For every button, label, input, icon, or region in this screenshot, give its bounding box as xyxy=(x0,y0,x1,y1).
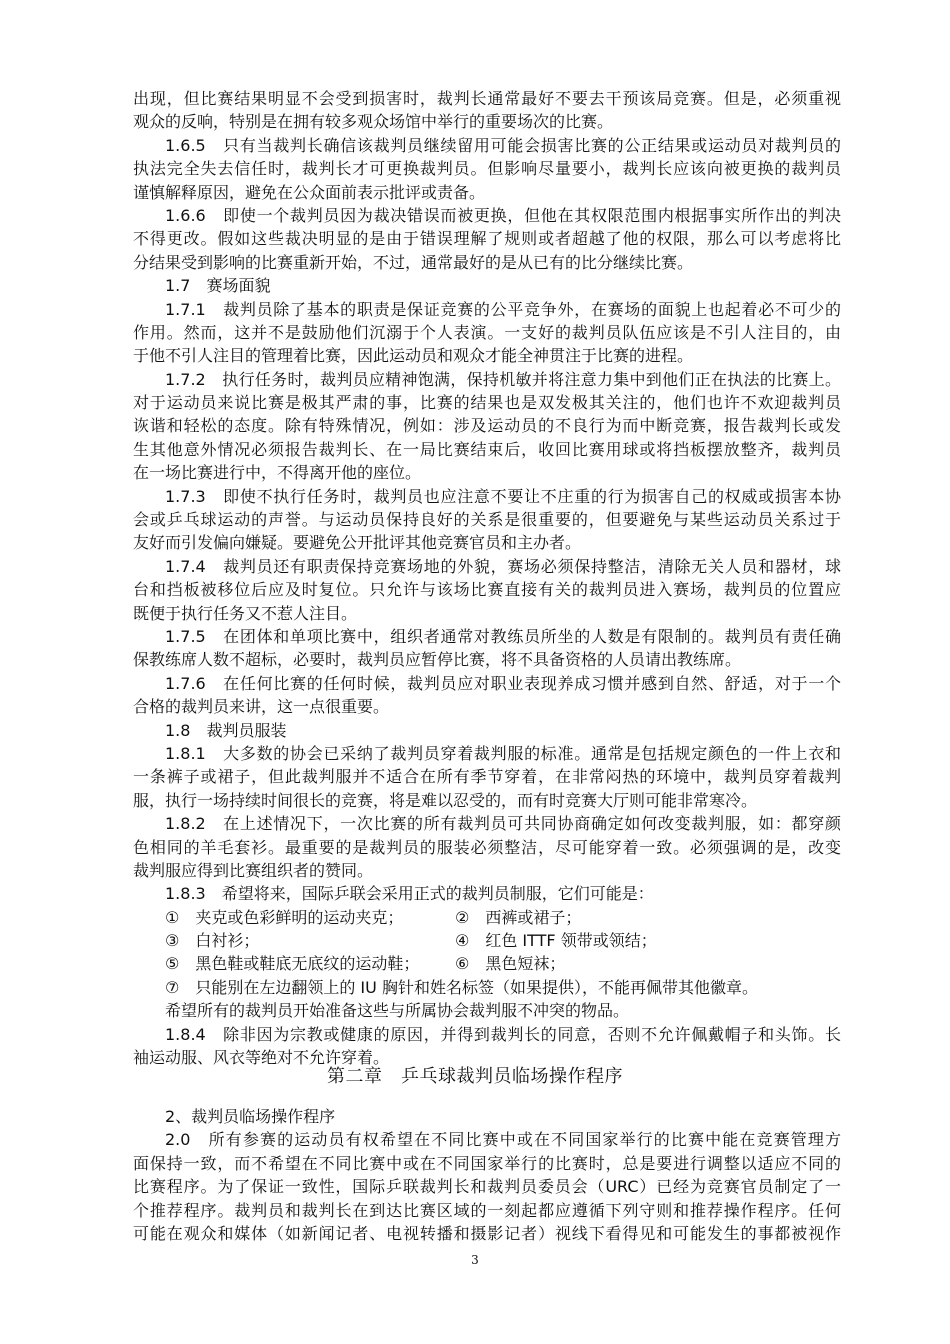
chapter-body-text xyxy=(133,1105,841,1245)
uniform-item: ③ 白衬衫； xyxy=(165,931,260,951)
uniform-item: ⑤ 黑色鞋或鞋底无底纹的运动鞋； xyxy=(165,954,420,974)
body-text xyxy=(133,87,841,1069)
text-line: 作用。然而，这并不是鼓励他们沉溺于个人表演。一支好的裁判员队伍应该是不引人注目的，由 xyxy=(133,322,841,342)
text-line: 保教练席人数不超标，必要时，裁判员应暂停比赛，将不具备资格的人员请出教练席。 xyxy=(133,650,742,670)
uniform-item-row xyxy=(133,929,841,952)
text-line: 1.8.2 在上述情况下，一次比赛的所有裁判员可共同协商确定如何改变裁判服，如：都穿颜 xyxy=(165,814,841,834)
text-line: 1.8 裁判员服装 xyxy=(165,720,287,740)
text-line: 1.7.2 执行任务时，裁判员应精神饱满，保持机敏并将注意力集中到他们正在执法的比赛上。 xyxy=(165,369,841,389)
text-line: 1.8.4 除非因为宗教或健康的原因，并得到裁判长的同意，否则不允许佩戴帽子和头饰。长 xyxy=(165,1024,841,1044)
uniform-item: ① 夹克或色彩鲜明的运动夹克； xyxy=(165,907,404,927)
text-line: 服，执行一场持续时间很长的竞赛，将是难以忍受的，而有时竞赛大厅则可能非常寒冷。 xyxy=(133,790,758,810)
uniform-item: ⑥ 黑色短袜； xyxy=(455,954,566,974)
page-number: 3 xyxy=(471,1253,479,1267)
text-line: 出现，但比赛结果明显不会受到损害时，裁判长通常最好不要去干预该局竞赛。但是，必须重视 xyxy=(133,89,841,108)
text-line: 合格的裁判员来讲，这一点很重要。 xyxy=(133,697,390,717)
text-line: 对于运动员来说比赛是极其严肃的事，比赛的结果也是双发极其关注的，他们也许不欢迎裁判员 xyxy=(133,393,841,413)
text-line: 1.7.4 裁判员还有职责保持竞赛场地的外貌，赛场必须保持整洁，清除无关人员和器材，球 xyxy=(165,556,841,576)
text-line: 面保持一致，而不希望在不同比赛中或在不同国家举行的比赛时，总是要进行调整以适应不同的 xyxy=(133,1153,841,1173)
text-line: 袖运动服、风衣等绝对不允许穿着。 xyxy=(133,1048,390,1068)
text-line: 色相同的羊毛套衫。最重要的是裁判员的服装必须整洁，尽可能穿着一致。必须强调的是，改变 xyxy=(133,837,841,857)
text-line: 2、裁判员临场操作程序 xyxy=(165,1107,336,1126)
text-line: 一条裤子或裙子，但此裁判服并不适合在所有季节穿着，在非常闷热的环境中，裁判员穿着裁判 xyxy=(133,767,841,787)
text-line: 分结果受到影响的比赛重新开始，不过，通常最好的是从已有的比分继续比赛。 xyxy=(133,252,694,272)
text-line: 观众的反响，特别是在拥有较多观众场馆中举行的重要场次的比赛。 xyxy=(133,112,614,132)
text-line: 1.7.5 在团体和单项比赛中，组织者通常对教练员所坐的人数是有限制的。裁判员有责任确 xyxy=(165,626,841,646)
text-line: 1.6.5 只有当裁判长确信该裁判员继续留用可能会损害比赛的公正结果或运动员对裁判员的 xyxy=(165,135,841,155)
text-line: 1.8.3 希望将来，国际乒联会采用正式的裁判员制服，它们可能是： xyxy=(165,884,654,904)
text-line: 不得更改。假如这些裁决明显的是由于错误理解了规则或者超越了他的权限，那么可以考虑将比 xyxy=(133,229,841,249)
text-line: 友好而引发偏向嫌疑。要避免公开批评其他竞赛官员和主办者。 xyxy=(133,533,582,553)
uniform-item-row xyxy=(133,906,841,929)
text-line: 生其他意外情况必须报告裁判长、在一局比赛结束后，收回比赛用球或将挡板摆放整齐，裁判员 xyxy=(133,439,841,459)
uniform-item-row xyxy=(133,952,841,975)
text-line: 于他不引人注目的管理着比赛，因此运动员和观众才能全神贯注于比赛的进程。 xyxy=(133,346,694,366)
text-line: 2.0 所有参赛的运动员有权希望在不同比赛中或在不同国家举行的比赛中能在竞赛管理方 xyxy=(165,1130,841,1150)
text-line: 比赛程序。为了保证一致性，国际乒联裁判长和裁判员委员会（URC）已经为竞赛官员制定了一 xyxy=(133,1177,841,1197)
text-line: 执法完全失去信任时，裁判长才可更换裁判员。但影响尽量要小，裁判长应该向被更换的裁判员 xyxy=(133,159,841,179)
text-line: 既便于执行任务又不惹人注目。 xyxy=(133,603,358,623)
text-line: 希望所有的裁判员开始准备这些与所属协会裁判服不冲突的物品。 xyxy=(165,1001,630,1021)
text-line: 1.6.6 即使一个裁判员因为裁决错误而被更换，但他在其权限范围内根据事实所作出的判决 xyxy=(165,205,841,225)
text-line: 台和挡板被移位后应及时复位。只允许与该场比赛直接有关的裁判员进入赛场，裁判员的位置应 xyxy=(133,580,841,600)
text-line: 会或乒乓球运动的声誉。与运动员保持良好的关系是很重要的，但要避免与某些运动员关系过于 xyxy=(133,510,841,530)
text-line: 1.7.3 即使不执行任务时，裁判员也应注意不要让不庄重的行为损害自己的权威或损害本协 xyxy=(165,486,841,506)
text-line: 可能在观众和媒体（如新闻记者、电视转播和摄影记者）视线下看得见和可能发生的事都被视作 xyxy=(133,1223,841,1243)
text-line: 1.8.1 大多数的协会已采纳了裁判员穿着裁判服的标准。通常是包括规定颜色的一件上衣和 xyxy=(165,743,841,763)
text-line: 1.7.1 裁判员除了基本的职责是保证竞赛的公平竞争外，在赛场的面貌上也起着必不可少的 xyxy=(165,299,841,319)
text-line: 个推荐程序。裁判员和裁判长在到达比赛区域的一刻起都应遵循下列守则和推荐操作程序。任何 xyxy=(133,1200,841,1220)
text-line: ⑦ 只能别在左边翻领上的 IU 胸针和姓名标签（如果提供），不能再佩带其他徽章。 xyxy=(165,977,758,997)
text-line: 谨慎解释原因，避免在公众面前表示批评或责备。 xyxy=(133,182,486,202)
uniform-item: ② 西裤或裙子； xyxy=(455,907,582,927)
text-line: 1.7.6 在任何比赛的任何时候，裁判员应对职业表现养成习惯并感到自然、舒适，对于一个 xyxy=(165,673,841,693)
text-line: 1.7 赛场面貌 xyxy=(165,276,271,296)
text-line: 诙谐和轻松的态度。除有特殊情况，例如：涉及运动员的不良行为而中断竞赛，报告裁判长或发 xyxy=(133,416,841,436)
uniform-item: ④ 红色 ITTF 领带或领结； xyxy=(455,931,657,951)
chapter-heading: 第二章 乒乓球裁判员临场操作程序 xyxy=(327,1066,623,1087)
text-line: 在一场比赛进行中，不得离开他的座位。 xyxy=(133,463,422,483)
text-line: 裁判服应得到比赛组织者的赞同。 xyxy=(133,860,374,880)
